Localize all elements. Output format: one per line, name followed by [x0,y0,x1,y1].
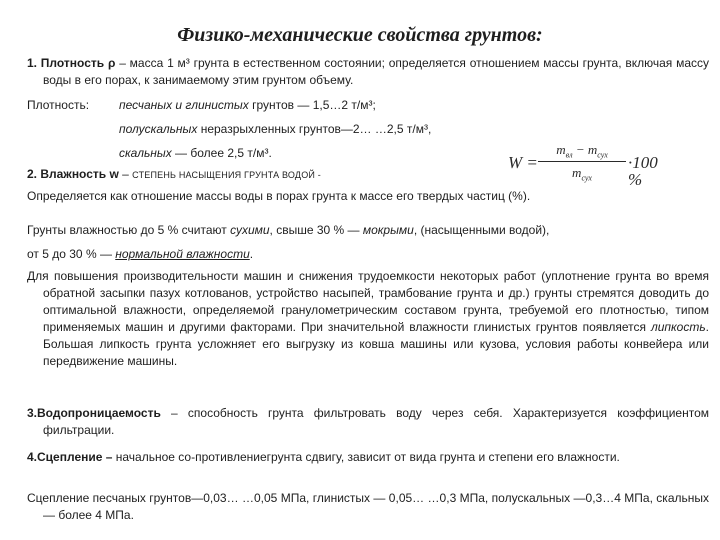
cohesion-paragraph: 4.Сцепление – начальное со-противлениегрунта сдвигу, зависит от вида грунта и степени его влажности. [27,450,620,464]
moisture-definition: Определяется как отношение массы воды в порах грунта к массе его твердых частиц (%). [27,189,531,203]
cohesion-heading: 4.Сцепление – [27,450,113,464]
density-line-rock: скальных — более 2,5 т/м³. [119,146,272,160]
density-line-sand-clay: песчаных и глинистых грунтов — 1,5…2 т/м³; [119,98,376,112]
permeability-paragraph: 3.Водопроницаемость – способность грунта фильтровать воду через себя. Характеризуется коэффициентом фильтрации. [27,406,709,437]
formula-numerator: $m_{вл} - m_{сух}$ [556,142,608,160]
page-title: Физико-механические свойства грунтов: [177,24,543,46]
density-paragraph [27,55,709,89]
permeability-heading: 3.Водопроницаемость [27,406,161,420]
moisture-classes-line-1: Грунты влажностью до 5 % считают сухими, свыше 30 % — мокрыми, (насыщенными водой), [27,223,550,237]
productivity-paragraph: Для повышения производительности машин и снижения трудоемкости некоторых работ (уплотнение грунта во время обратной засыпки пазух котлованов, устройство насыпей, трамбование грунта и др.) грунты стремятся доводить до оптимальной влажности, определяемой гранулометрическим составом грунта, требуемой его плотностью, типом применяемых машин и другими факторами. При значительной влажности глинистых грунтов появляется липкость. Большая липкость грунта усложняет его выгрузку из ковша машины или кузова, условия работы конвейера или передвижение машины. [27,269,709,368]
density-heading: 1. Плотность ρ [27,56,116,70]
density-label: Плотность: [27,98,90,112]
moisture-formula: W = $m_{вл} - m_{сух}$ $m_{сух}$ ·100 % [508,142,658,189]
formula-fraction-bar [538,161,626,162]
moisture-classes-line-2: от 5 до 30 % — нормальной влажности. [27,247,254,261]
cohesion-values-paragraph: Сцепление песчаных грунтов—0,03… …0,05 МПа, глинистых — 0,05… …0,3 МПа, полускальных —0,3…4 МПа, скальных — более 4 МПа. [27,491,709,522]
density-values [27,97,693,114]
formula-denominator: $m_{сух}$ [572,165,592,183]
moisture-heading: 2. Влажность w [27,167,119,181]
density-line-semirock: полускальных неразрыхленных грунтов—2… …2,5 т/м³, [119,122,432,136]
moisture-heading-line: 2. Влажность w – СТЕПЕНЬ НАСЫЩЕНИЯ ГРУНТА ВОДОЙ - [27,167,321,181]
density-definition: – масса 1 м³ грунта в естественном состоянии; определяется отношением массы грунта, включая массу воды в его порах, к занимаемому этим грунтом объему. [43,56,710,87]
